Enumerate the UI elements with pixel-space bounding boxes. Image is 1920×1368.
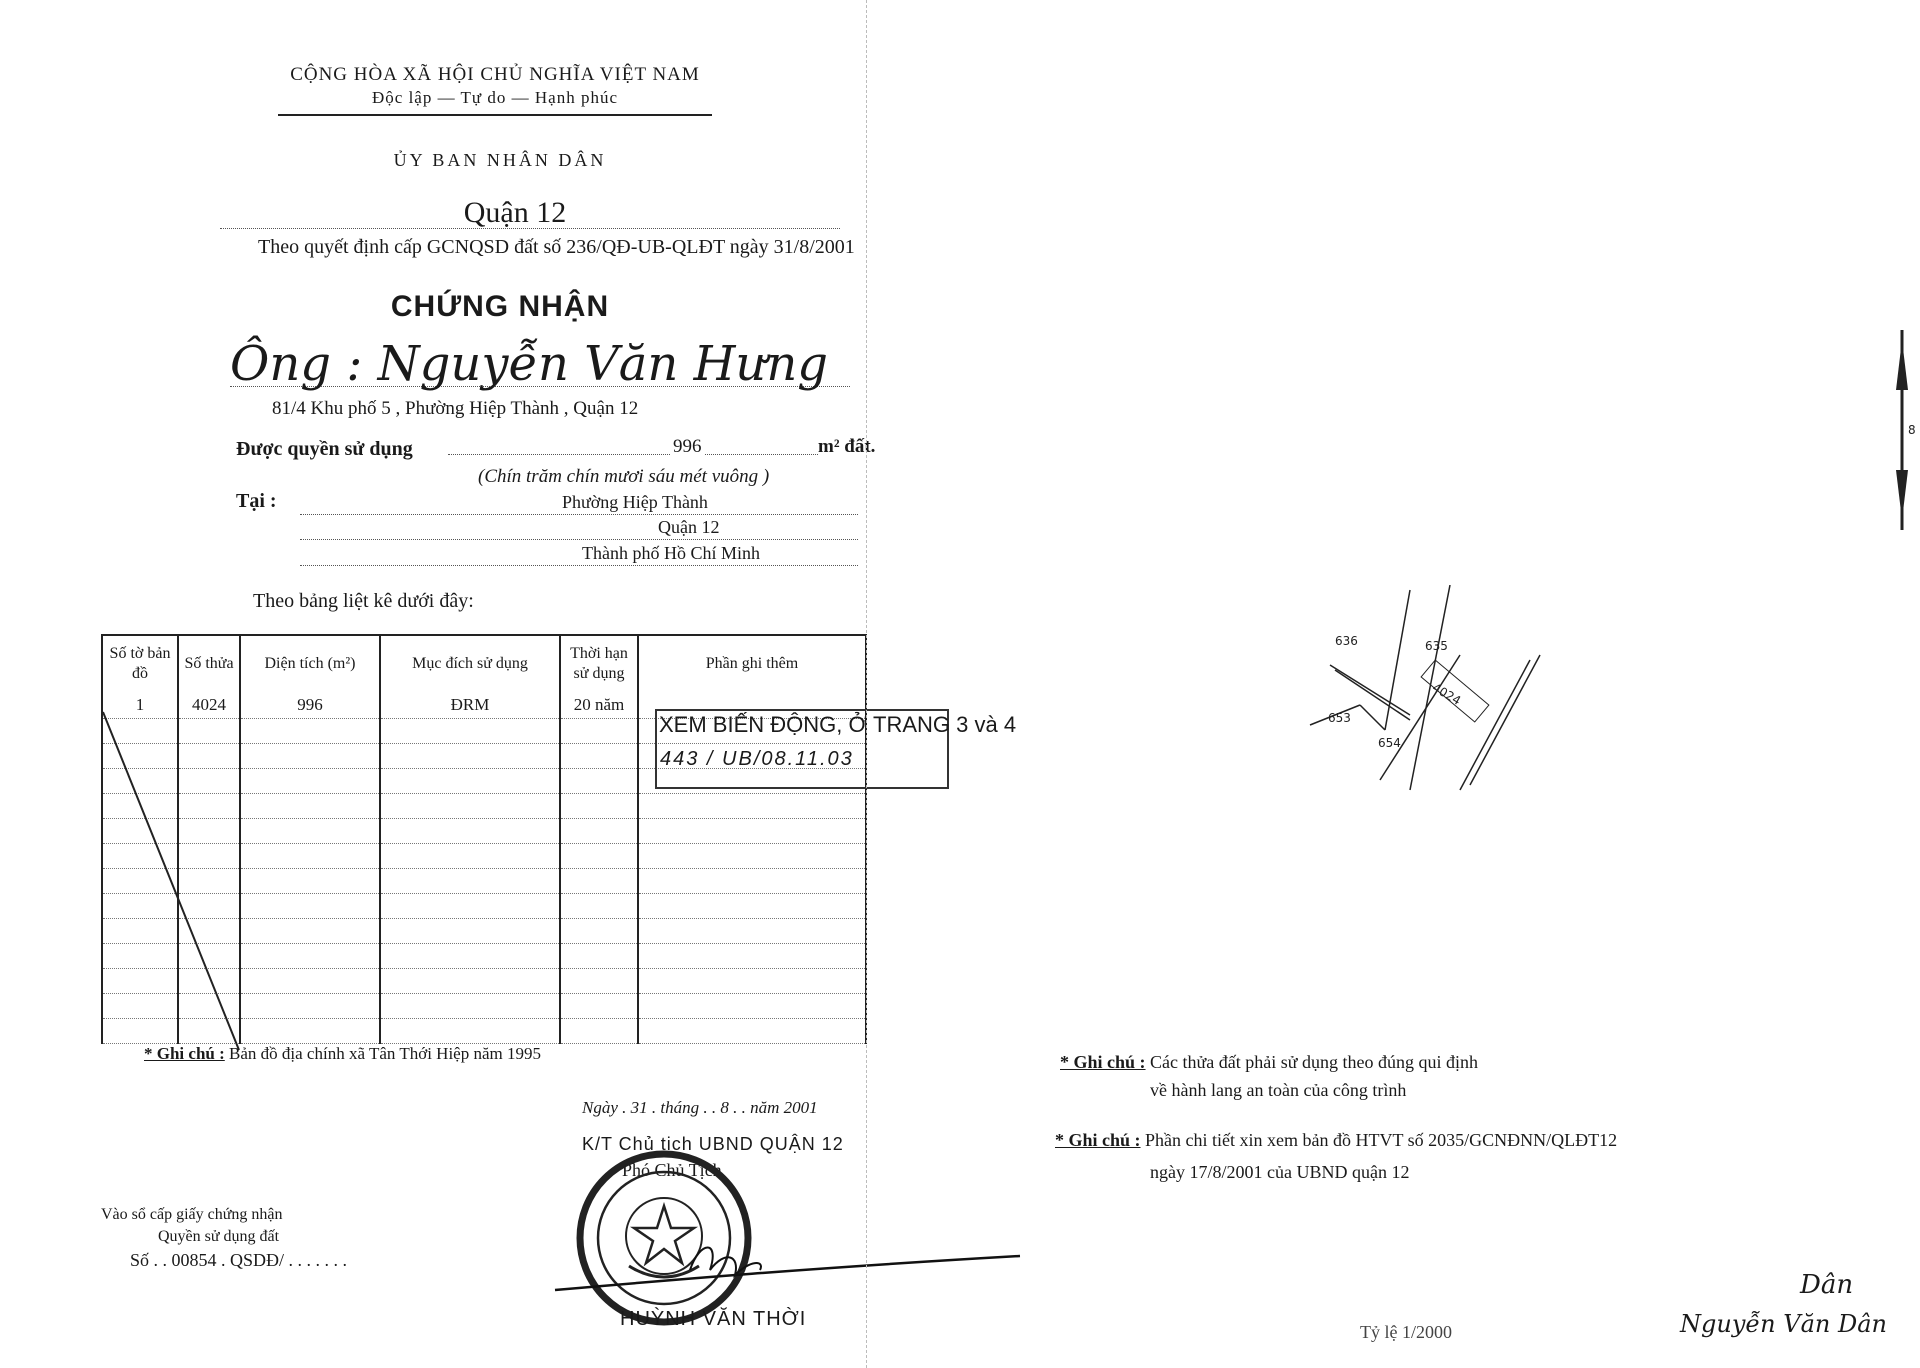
note-label: * Ghi chú : [1055, 1130, 1141, 1150]
map-label-parcel: 4024 [1429, 680, 1464, 708]
right-note-1 [1060, 1052, 1478, 1073]
col-header-area: Diện tích (m²) [240, 635, 380, 692]
header-country: CỘNG HÒA XÃ HỘI CHỦ NGHĨA VIỆT NAM [290, 64, 700, 85]
location-city: Thành phố Hồ Chí Minh [582, 543, 760, 563]
map-label: 636 [1335, 634, 1358, 648]
header-divider [278, 114, 712, 116]
header-motto: Độc lập — Tự do — Hạnh phúc [372, 88, 618, 107]
location-district: Quận 12 [658, 517, 720, 537]
cell-area: 996 [240, 692, 380, 719]
certificate-title: CHỨNG NHẬN [390, 290, 610, 323]
note-label: * Ghi chú : [1060, 1052, 1146, 1072]
right-note-1-text: Các thửa đất phải sử dụng theo đúng qui định [1150, 1052, 1478, 1072]
area-dotted-line [448, 454, 818, 455]
left-note [144, 1044, 541, 1064]
area-in-words: (Chín trăm chín mươi sáu mét vuông ) [478, 466, 770, 487]
col-header-notes: Phần ghi thêm [638, 635, 866, 692]
right-note-2 [1055, 1130, 1617, 1151]
page-fold-line [866, 0, 869, 1368]
signature-scribble [550, 1230, 1030, 1310]
area-unit: m² đất. [818, 436, 876, 457]
svg-text:8: 8 [1908, 423, 1916, 437]
signer-name: HUỲNH VĂN THỜI [620, 1308, 807, 1330]
cell-parcel: 4024 [178, 692, 240, 719]
registry-line-1: Vào sổ cấp giấy chứng nhận [101, 1206, 283, 1223]
area-label: Được quyền sử dụng [236, 438, 413, 460]
table-strike-line [101, 690, 241, 1052]
owner-address: 81/4 Khu phố 5 , Phường Hiệp Thành , Quận 12 [272, 398, 639, 419]
location-city-line [300, 543, 858, 566]
signer-subtitle: Phó Chủ Tịch [622, 1160, 722, 1180]
district-underline [220, 228, 840, 229]
location-label: Tại : [236, 490, 277, 512]
cell-map-sheet: 1 [102, 692, 178, 719]
col-header-term: Thời hạn sử dụng [560, 635, 638, 692]
col-header-parcel: Số thửa [178, 635, 240, 692]
amendment-stamp-text: XEM BIẾN ĐỘNG, Ở TRANG 3 và 4 [659, 712, 1017, 737]
location-district-line [300, 517, 858, 540]
table-header-row [102, 635, 866, 692]
area-value: 996 [670, 436, 705, 458]
parcel-map-sketch [1300, 585, 1560, 795]
signing-date: Ngày . 31 . tháng . . 8 . . năm 2001 [582, 1098, 818, 1117]
map-scale: Tỷ lệ 1/2000 [1360, 1322, 1452, 1342]
map-label: 653 [1328, 711, 1351, 725]
registry-number: Số . . 00854 . QSDĐ/ . . . . . . . [130, 1250, 348, 1270]
drafter-initial-signature: Dân [1800, 1270, 1854, 1300]
signer-title: K/T Chủ tịch UBND QUẬN 12 [582, 1134, 844, 1154]
list-intro: Theo bảng liệt kê dưới đây: [253, 590, 474, 612]
header-district: Quận 12 [463, 196, 567, 229]
right-note-1-continued: về hành lang an toàn của công trình [1150, 1080, 1407, 1100]
edge-arrow-mark-icon [1882, 330, 1920, 530]
col-header-purpose: Mục đích sử dụng [380, 635, 560, 692]
location-ward: Phường Hiệp Thành [562, 492, 708, 512]
owner-name: Ông : Nguyễn Văn Hưng [230, 336, 850, 387]
right-note-2-text: Phần chi tiết xin xem bản đồ HTVT số 2035/GCNĐNN/QLĐT12 [1145, 1130, 1618, 1150]
cell-term: 20 năm [560, 692, 638, 719]
header-committee: ỦY BAN NHÂN DÂN [393, 150, 607, 170]
cell-purpose: ĐRM [380, 692, 560, 719]
decision-reference: Theo quyết định cấp GCNQSD đất số 236/QĐ-UB-QLĐT ngày 31/8/2001 [258, 236, 855, 258]
drafter-name: Nguyễn Văn Dân [1680, 1310, 1887, 1338]
map-label: 635 [1425, 639, 1448, 653]
location-ward-line [300, 492, 858, 515]
amendment-stamp-reference: 443 / UB/08.11.03 [660, 748, 854, 770]
col-header-map-sheet: Số tờ bản đồ [102, 635, 178, 692]
note-label: * Ghi chú : [144, 1044, 225, 1063]
registry-line-2: Quyền sử dụng đất [158, 1228, 280, 1245]
left-note-text: Bản đồ địa chính xã Tân Thới Hiệp năm 1995 [229, 1044, 541, 1063]
map-label: 654 [1378, 736, 1401, 750]
right-note-2-continued: ngày 17/8/2001 của UBND quận 12 [1150, 1162, 1410, 1182]
